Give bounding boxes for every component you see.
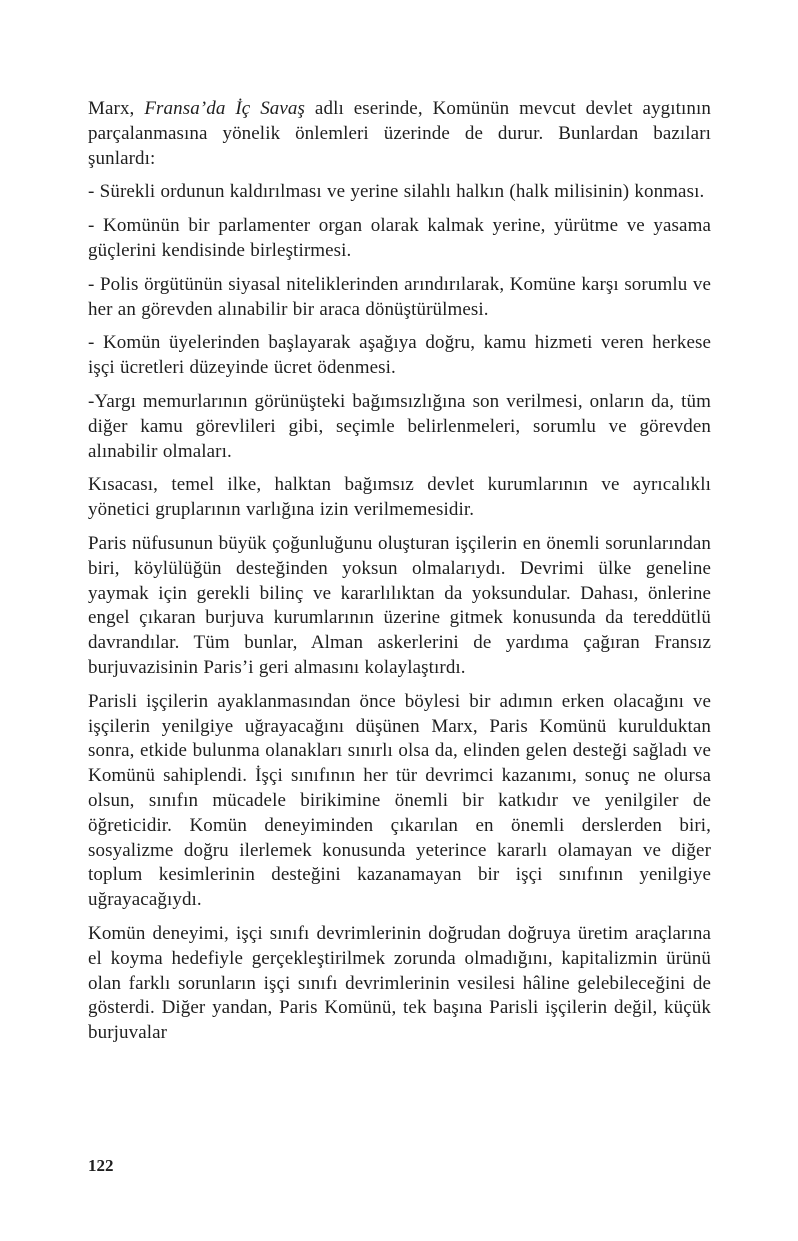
bullet-standing-army: - Sürekli ordunun kaldırılması ve yerine silahlı halkın (halk milisinin) konması. [88,181,705,203]
bullet-judiciary: -Yargı memurlarının görünüşteki bağımsızlığına son verilmesi, onların da, tüm diğer kamu görevlileri gibi, seçimle belirlenmeleri, sorumlu ve görevden alınabilir olmaları. [88,390,711,462]
paragraph-peasantry-support: Paris nüfusunun büyük çoğunluğunu oluşturan işçilerin en önemli sorunlarından biri, köylülüğün desteğinden yoksun olmalarıydı. Devrimi ülke geneline yaymak için gerekli bilinç ve kararlılıktan da yoksundular. Dahası, önlerine engel çıkaran burjuva kurumlarının üzerine gitmek konusunda da tereddütlü davrandılar. Tüm bunlar, Alman askerlerini de yardıma çağıran Fransız burjuvazisinin Paris’i geri almasını kolaylaştırdı. [88,532,711,678]
paragraph-intro [88,97,711,171]
body-text [88,97,711,1055]
intro-text-before: Marx, [88,98,145,119]
paragraph-commune-lesson: Komün deneyimi, işçi sınıfı devrimlerinin doğrudan doğruya üretim araçlarına el koyma hedefiyle gerçekleştirilmek zorunda olmadığını, kapitalizmin ürünü olan farklı sorunların işçi sınıfı devrimlerinin vesilesi hâline gelebileceğini de gösterdi. Diğer yandan, Paris Komünü, tek başına Parisli işçilerin değil, küçük burjuvalar [88,922,711,1044]
book-title-italic: Fransa’da İç Savaş [144,98,306,119]
intro-text-after: adlı eserinde, Komünün mevcut devlet aygıtının parçalanmasına yönelik önlemleri üzerinde de durur. Bunlardan bazıları şunlardı: [88,98,711,169]
bullet-parliamentary-organ: - Komünün bir parlamenter organ olarak kalmak yerine, yürütme ve yasama güçlerini kendisinde birleştirmesi. [88,215,711,261]
page-number: 122 [88,1156,114,1175]
paragraph-principle: Kısacası, temel ilke, halktan bağımsız devlet kurumlarının ve ayrıcalıklı yönetici gruplarının varlığına izin verilmemesidir. [88,474,711,521]
bullet-police: - Polis örgütünün siyasal niteliklerinden arındırılarak, Komüne karşı sorumlu ve her an görevden alınabilir bir araca dönüştürülmesi. [88,273,711,320]
paragraph-marx-support: Parisli işçilerin ayaklanmasından önce böylesi bir adımın erken olacağını ve işçilerin yenilgiye uğrayacağını düşünen Marx, Paris Komünü kurulduktan sonra, etkide bulunma olanakları sınırlı olsa da, elinden gelen desteği sağladı ve Komünü sahiplendi. İşçi sınıfının her tür devrimci kazanımı, sonuç ne olursa olsun, sınıfın mücadele birikimine önemli bir katkıdır ve yenilgiler de öğreticidir. Komün deneyiminden çıkarılan en önemli derslerden biri, sosyalizme doğru ilerlemek konusunda yeterince kararlı olamayan ve diğer toplum kesimlerinin desteğini kazanamayan bir işçi sınıfının yenilgiye uğrayacağıydı. [88,690,711,911]
bullet-wages: - Komün üyelerinden başlayarak aşağıya doğru, kamu hizmeti veren herkese işçi ücretleri düzeyinde ücret ödenmesi. [88,332,711,379]
